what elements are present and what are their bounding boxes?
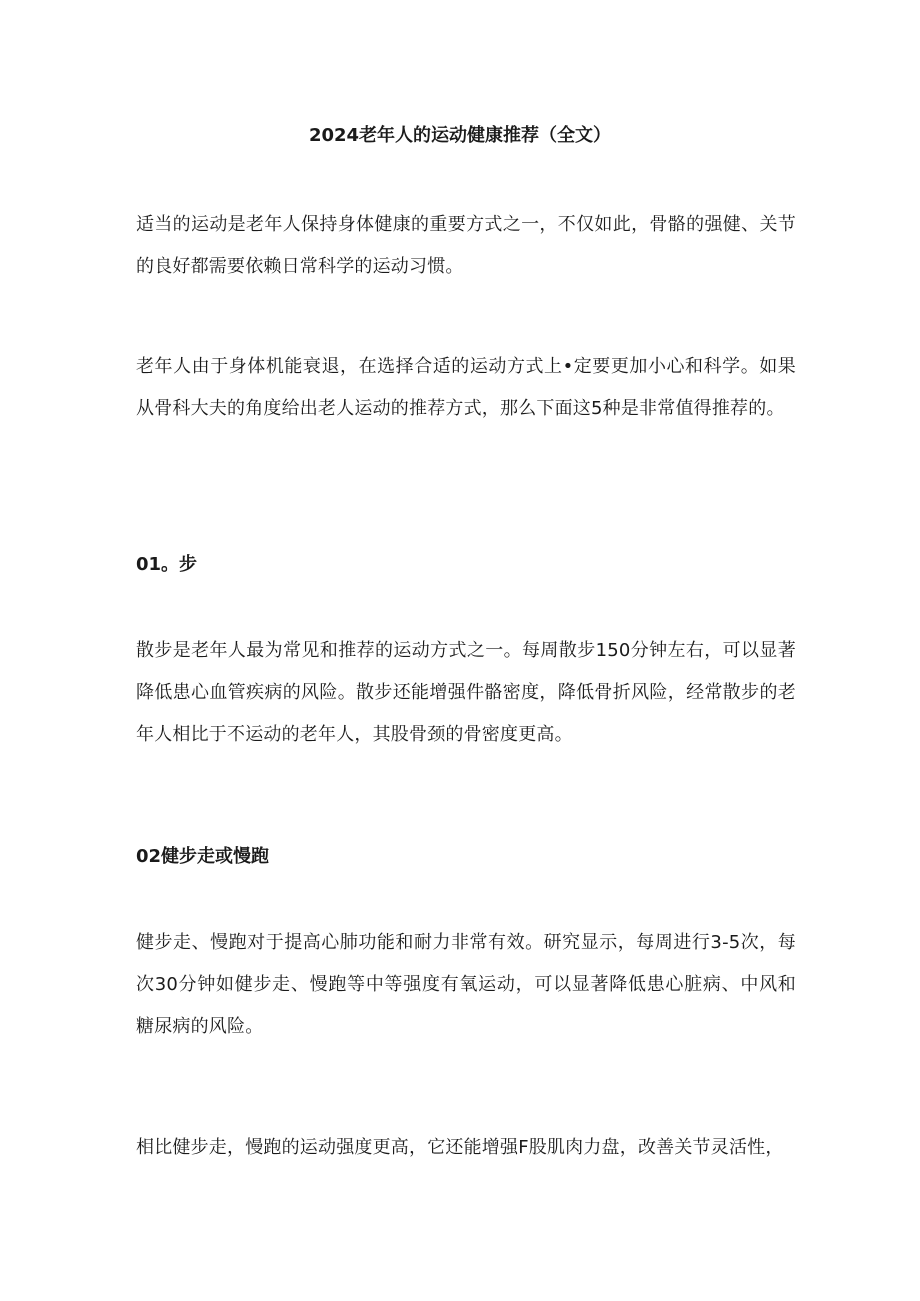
jogging-paragraph: 相比健步走，慢跑的运动强度更高，它还能增强F股肌肉力盘，改善关节灵活性， — [136, 1137, 784, 1158]
document-title: 2024老年人的运动健康推荐（全文） — [308, 125, 612, 146]
walking-paragraph: 散步是老年人最为常见和推荐的运动方式之一。每周散步150分钟左右，可以显著降低患心血管疾病的风险。散步还能增强件骼密度，降低骨折风险，经常散步的老年人相比于不运动的老年人，其股骨颈的骨密度更高。 — [136, 640, 796, 745]
section-heading-01: 01。步 — [136, 554, 198, 575]
brisk-walk-paragraph: 健步走、慢跑对于提高心肺功能和耐力非常有效。研究显示，每周进行3-5次，每次30分钟如健步走、慢跑等中等强度有氧运动，可以显著降低患心脏病、中风和糖尿病的风险。 — [136, 932, 796, 1037]
section-heading-02: 02健步走或慢跑 — [136, 846, 270, 867]
context-paragraph: 老年人由于身体机能衰退，在选择合适的运动方式上•定要更加小心和科学。如果从骨科大夫的角度给出老人运动的推荐方式，那么下面这5种是非常值得推荐的。 — [136, 356, 796, 419]
intro-paragraph: 适当的运动是老年人保持身体健康的重要方式之一，不仅如此，骨骼的强健、关节的良好都需要依赖日常科学的运动习惯。 — [136, 214, 796, 277]
